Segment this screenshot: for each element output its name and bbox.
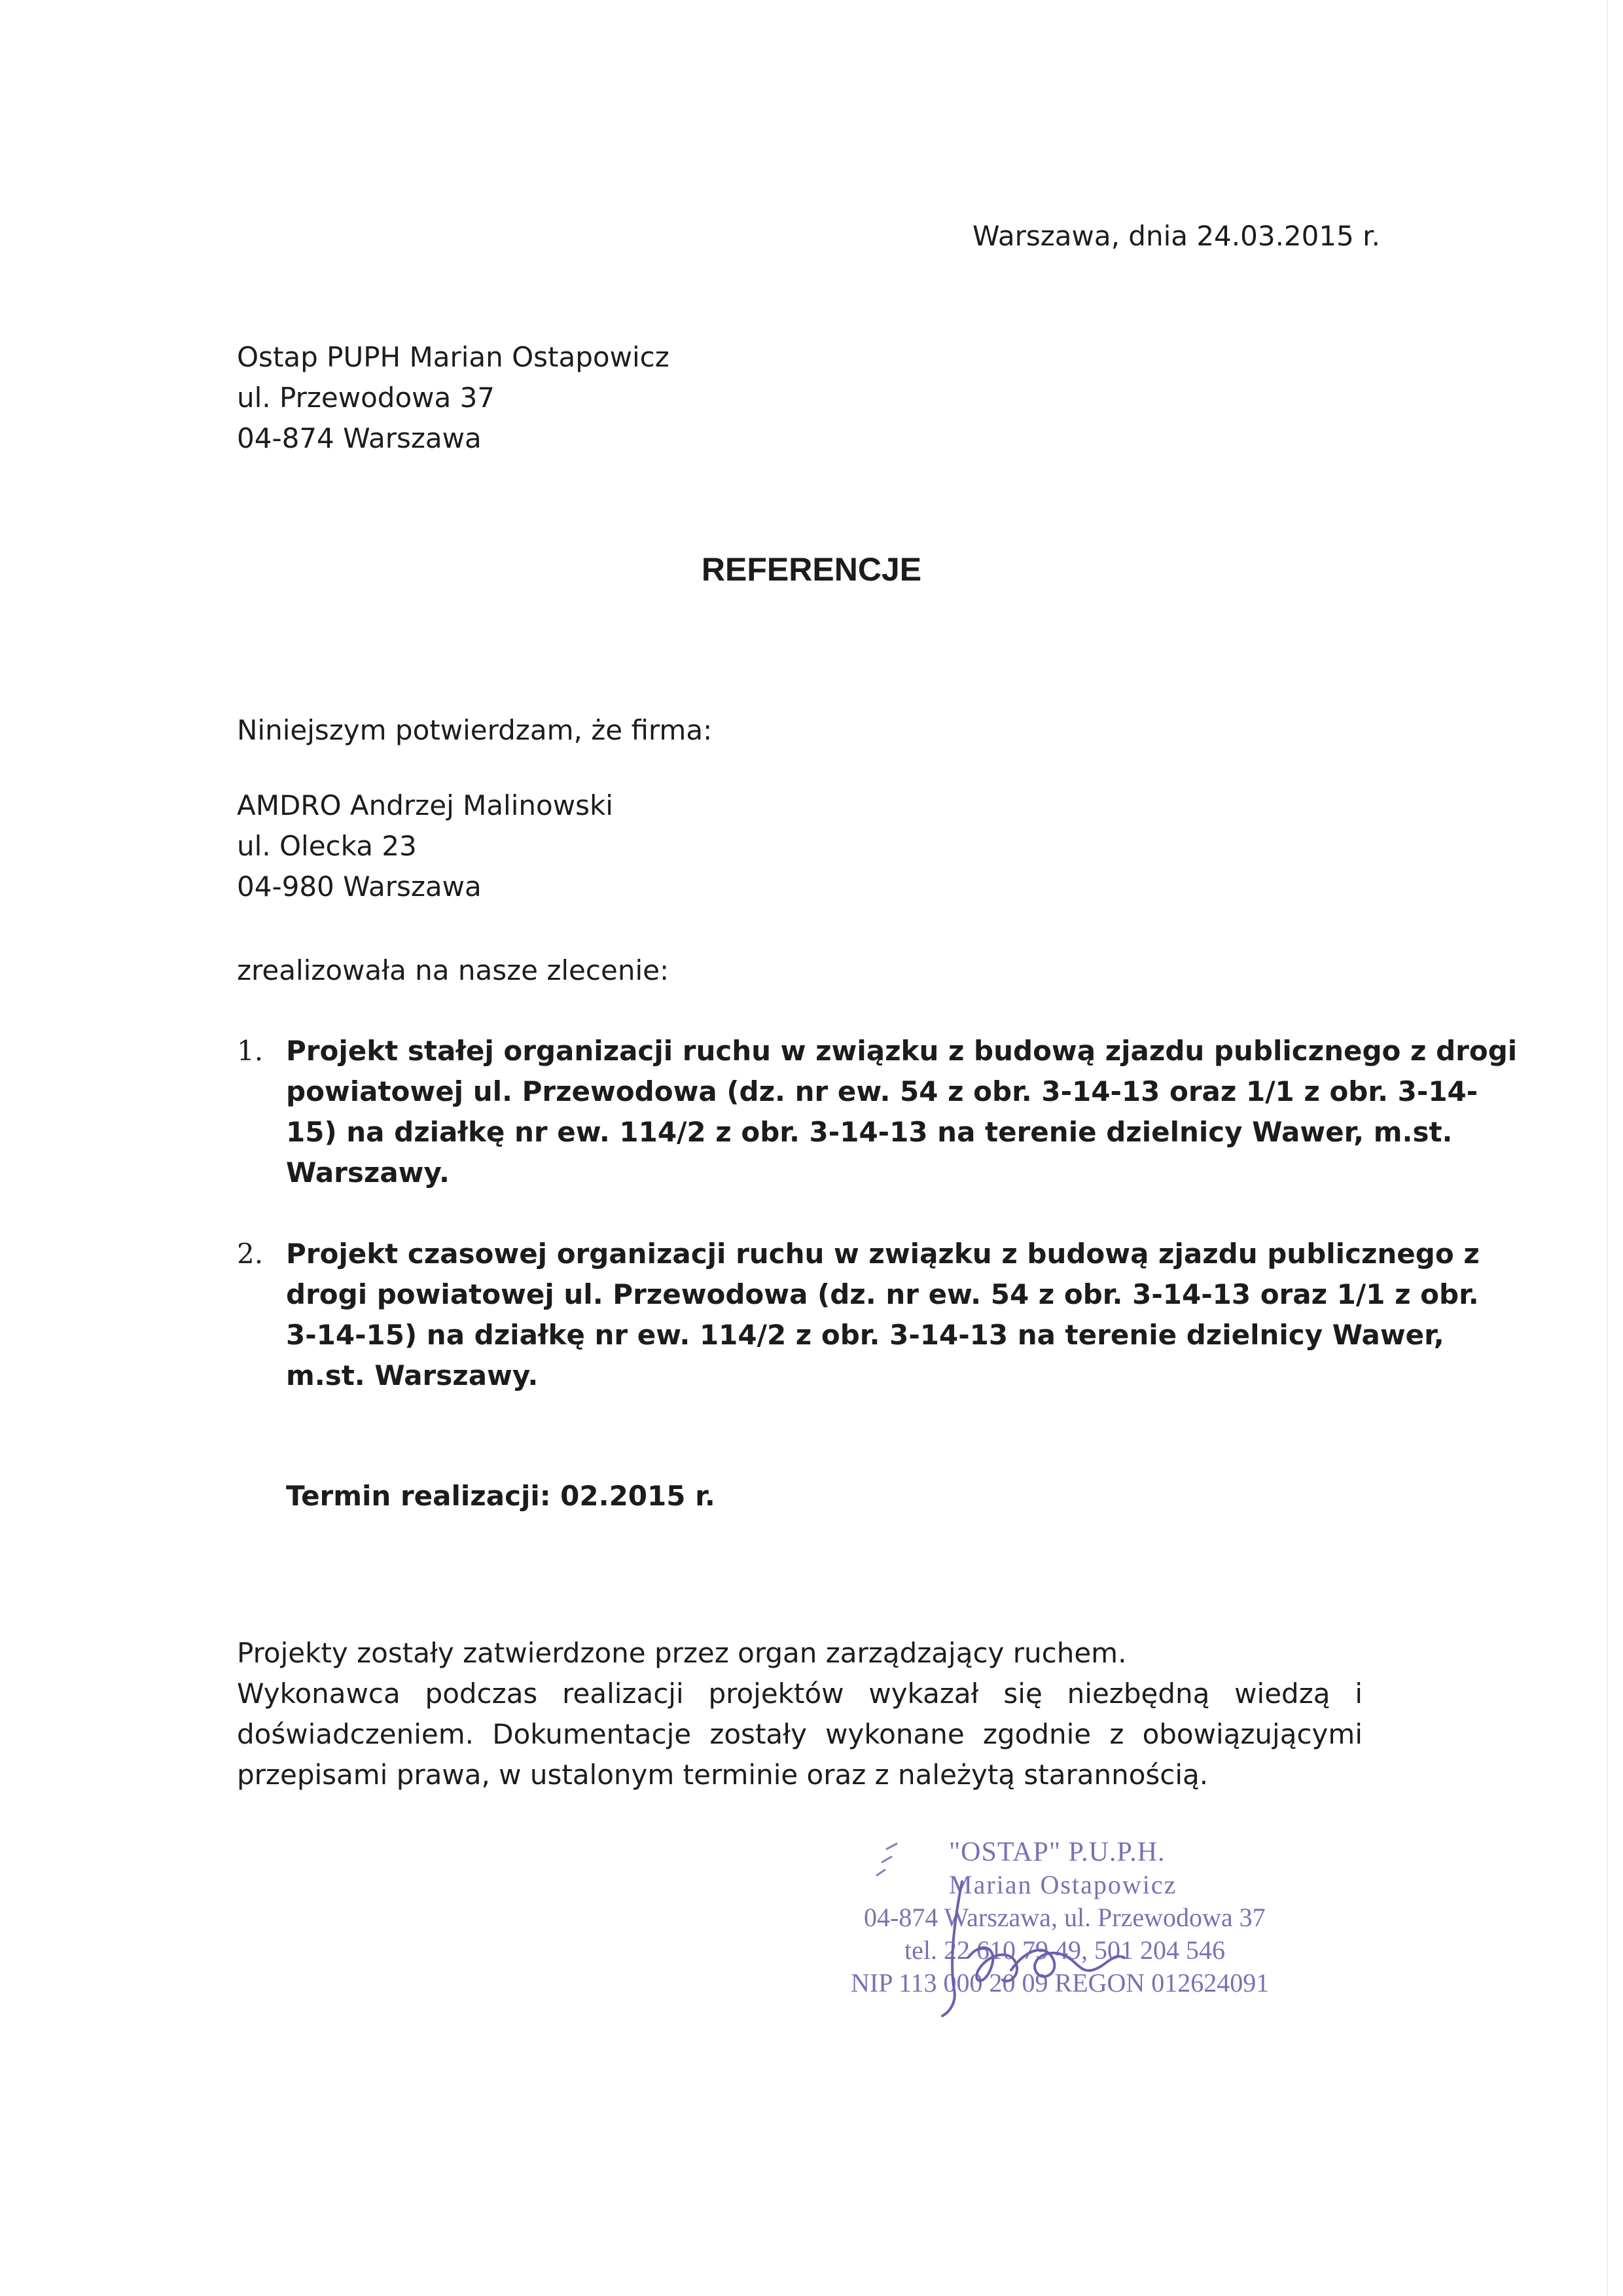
stamp-line: "OSTAP" P.U.P.H. [949,1837,1166,1867]
stamp-line: tel. 22 610 79 49, 501 204 546 [904,1935,1225,1965]
stamp-line: NIP 113 000 20 09 REGON 012624091 [851,1968,1270,1998]
sender-city: 04-874 Warszawa [237,422,482,454]
realized-intro: zrealizowała na nasze zlecenie: [237,954,669,986]
company-street: ul. Olecka 23 [237,830,417,862]
company-stamp [851,1836,1322,2026]
completion-term: Termin realizacji: 02.2015 r. [286,1480,715,1512]
sender-address [237,337,669,459]
confirmation-text: Niniejszym potwierdzam, że firma: [237,714,713,746]
project-item-line: 3-14-15) na działkę nr ew. 114/2 z obr. 3-14-13 na terenie dzielnicy Wawer, [286,1319,1444,1351]
document-title: REFERENCJE [701,551,922,588]
company-city: 04-980 Warszawa [237,870,482,903]
project-item-line: m.st. Warszawy. [286,1359,539,1391]
closing-line: Projekty zostały zatwierdzone przez organ zarządzający ruchem. [237,1637,1127,1669]
document-date: Warszawa, dnia 24.03.2015 r. [972,220,1380,252]
project-item [237,1031,1518,1193]
handwritten-signature [851,1836,1322,2026]
project-item-line: Warszawy. [286,1157,450,1189]
project-item-line: Projekt stałej organizacji ruchu w związku z budową zjazdu publicznego z drogi [286,1035,1518,1067]
stamp-line: Marian Ostapowicz [949,1870,1177,1899]
project-item-line: 15) na działkę nr ew. 114/2 z obr. 3-14-13 na terenie dzielnicy Wawer, m.st. [286,1116,1453,1148]
company-name: AMDRO Andrzej Malinowski [237,789,613,821]
stamp-line: 04-874 Warszawa, ul. Przewodowa 37 [864,1903,1266,1932]
closing-paragraph [237,1633,1363,1795]
project-item [237,1234,1480,1396]
sender-name: Ostap PUPH Marian Ostapowicz [237,341,669,373]
scan-edge-line [1607,0,1608,2296]
closing-line: przepisami prawa, w ustalonym terminie oraz z należytą starannością. [237,1759,1209,1791]
project-item-line: powiatowej ul. Przewodowa (dz. nr ew. 54 z obr. 3-14-13 oraz 1/1 z obr. 3-14- [286,1075,1478,1107]
closing-line: Wykonawca podczas realizacji projektów wykazał się niezbędną wiedzą i [237,1677,1363,1710]
closing-line: doświadczeniem. Dokumentacje zostały wykonane zgodnie z obowiązującymi [237,1718,1363,1750]
company-address [237,785,613,907]
project-item-number: 2. [237,1238,264,1270]
project-item-number: 1. [237,1035,264,1067]
project-item-line: drogi powiatowej ul. Przewodowa (dz. nr ew. 54 z obr. 3-14-13 oraz 1/1 z obr. [286,1278,1479,1310]
sender-street: ul. Przewodowa 37 [237,382,495,414]
project-item-line: Projekt czasowej organizacji ruchu w związku z budową zjazdu publicznego z [286,1238,1480,1270]
